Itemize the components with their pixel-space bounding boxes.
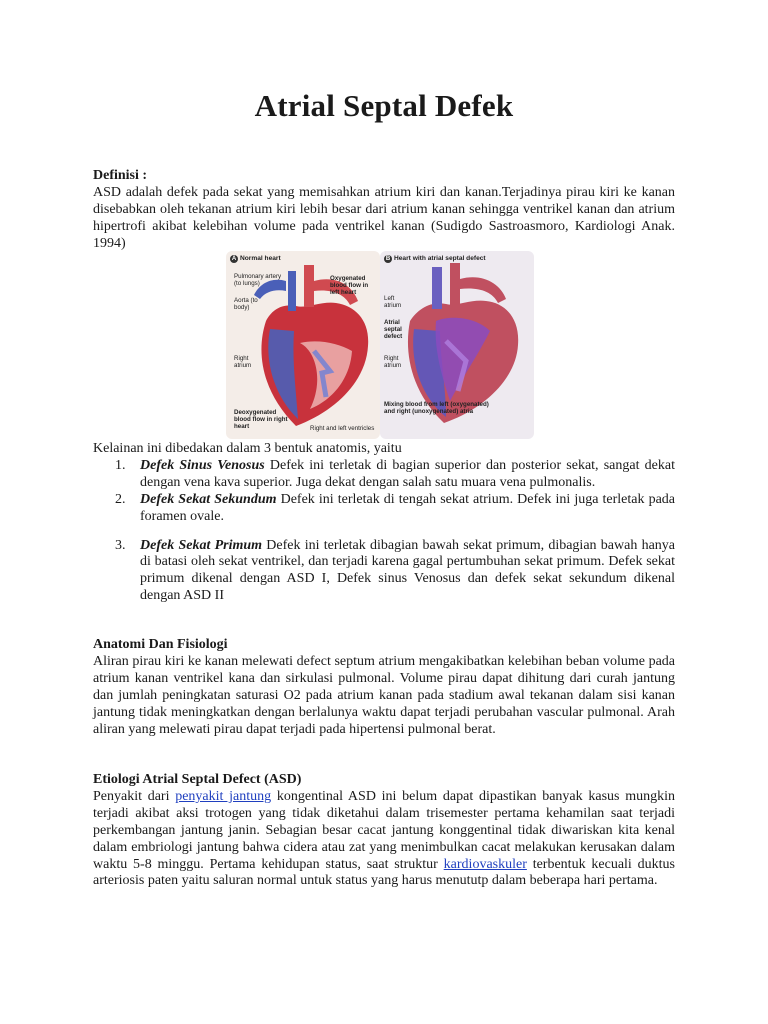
label-right-atrium-b: Right atrium <box>384 355 402 369</box>
label-left-atrium: Left atrium <box>384 295 402 309</box>
label-aorta: Aorta (to body) <box>234 297 258 311</box>
etiology-heading: Etiologi Atrial Septal Defect (ASD) <box>93 772 302 787</box>
panel-b-badge: B <box>385 256 391 262</box>
link-kardiovaskuler[interactable]: kardiovaskuler <box>443 856 527 872</box>
types-section <box>93 441 675 605</box>
term-sekat-primum: Defek Sekat Primum <box>140 537 263 553</box>
list-item: 2. Defek Sekat Sekundum Defek ini terletak di tengah sekat atrium. Defek ini juga terletak pada foramen ovale. <box>115 491 675 524</box>
definition-section <box>93 168 675 253</box>
anatomy-body: Aliran pirau kiri ke kanan melewati defect septum atrium mengakibatkan kelebihan beban volume pada atrium kanan ventrikel kana dan sirkulasi pulmonal. Volume pirau dapat dihitung dari curah jantung dan jumlah peningkatan saturasi O2 pada atrium kanan pada stadium awal tekanan dalam sisi kanan jantung tidak meningkatkan dengan berlalunya waktu dapat terjadi perubahan vascular pulmonal. Arah aliran yang melewati pirau dapat terjadi pada hipertensi pulmonal berat. <box>93 653 675 737</box>
label-right-atrium: Right atrium <box>234 355 252 369</box>
term-sinus-venosus: Defek Sinus Venosus <box>140 457 265 473</box>
panel-a-title: A Normal heart <box>231 255 281 262</box>
label-pulmonary-artery: Pulmonary artery (to lungs) <box>234 273 282 287</box>
normal-heart-panel <box>226 251 380 439</box>
types-list <box>93 458 675 605</box>
asd-heart-panel <box>380 251 534 439</box>
list-item: 1. Defek Sinus Venosus Defek ini terletak di bagian superior dan posterior sekat, sangat dekat dengan vena kava superior. Juga dekat dengan salah satu muara vena pulmonalis. <box>115 457 675 490</box>
link-penyakit-jantung[interactable]: penyakit jantung <box>175 788 272 804</box>
label-deoxygenated-flow: Deoxygenated blood flow in right heart <box>234 409 288 430</box>
anatomy-section <box>93 637 675 738</box>
etiology-body: Penyakit dari penyakit jantung kongentinal ASD ini belum dapat dipastikan banyak kasus mungkin terjadi akibat aksi trotogen yang tidak diketahui dalam trisemester pertama kehamilan saat terjadi perkembangan jantung janin. Sebagian besar cacat jantung konggentinal tidak diwariskan kita kenal dalam embriologi jantung bahwa cidera atau zat yang menimbulkan cacat melakukan kerusakan dalam waktu 5-8 minggu. Pertama kehidupan status, saat struktur kardiovaskuler terbentuk kecuali duktus arteriosis paten yaitu saluran normal untuk status yang harus menututp dalam beberapa hari pertama. <box>93 788 675 889</box>
heart-diagram-figure <box>226 251 540 439</box>
list-item: 3. Defek Sekat Primum Defek ini terletak dibagian bawah sekat primum, dibagian bawah hanya di batasi oleh sekat ventrikel, dan terjadi karena gagal pertumbuhan sekat primum. Defek sekat primum dikenal dengan ASD I, Defek sinus Venosus dan defek sekat sekundum dikenal dengan ASD II <box>115 537 676 604</box>
term-sekat-sekundum: Defek Sekat Sekundum <box>140 491 277 507</box>
types-intro: Kelainan ini dibedakan dalam 3 bentuk anatomis, yaitu <box>93 441 402 456</box>
panel-a-badge: A <box>231 256 237 262</box>
label-ventricles: Right and left ventricles <box>310 425 375 432</box>
definition-heading: Definisi : <box>93 168 148 183</box>
page-title: Atrial Septal Defek <box>254 88 514 123</box>
label-atrial-septal-defect: Atrial septal defect <box>384 319 403 340</box>
label-oxygenated-flow: Oxygenated blood flow in left heart <box>330 275 369 296</box>
etiology-section <box>93 772 675 890</box>
definition-body: ASD adalah defek pada sekat yang memisahkan atrium kiri dan kanan.Terjadinya pirau kiri ke kanan disebabkan oleh tekanan atrium kiri lebih besar dari atrium kanan sehingga ventrikel kanan dan atrium hipertrofi akibat kelebihan volume pada ventrikel kanan (Sudigdo Sastroasmoro, Kardiologi Anak. 1994) <box>93 184 675 251</box>
label-mixing-blood: Mixing blood from left (oxygenated) and right (unoxygenated) atria <box>384 401 489 415</box>
panel-b-title: B Heart with atrial septal defect <box>385 255 486 262</box>
anatomy-heading: Anatomi Dan Fisiologi <box>93 637 228 652</box>
